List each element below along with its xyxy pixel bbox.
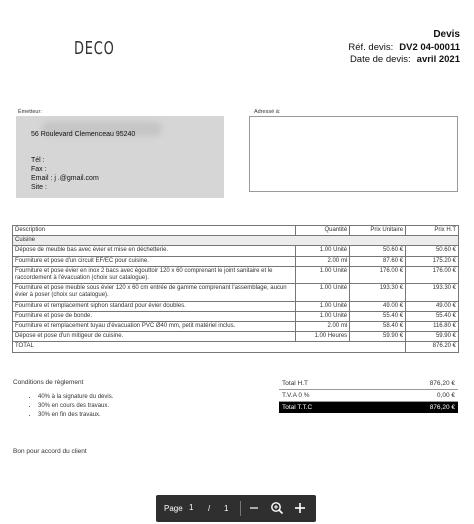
- cell-price-ht: 116.80 €: [406, 322, 459, 332]
- cell-quantity: 1.00 Unité: [296, 266, 350, 283]
- date-value: avril 2021: [416, 54, 460, 65]
- cell-unit-price: 59.90 €: [350, 332, 406, 342]
- cell-price-ht: 193.30 €: [406, 284, 459, 301]
- table-row: [13, 284, 459, 301]
- cell-price-ht: 175.20 €: [406, 256, 459, 266]
- quote-date: [350, 54, 460, 65]
- cell-description: Fourniture et remplacement tuyau d'évacuation PVC Ø40 mm, petit matériel inclus.: [13, 322, 296, 332]
- table-total-value: 876.20 €: [406, 342, 459, 352]
- page-total: 1: [224, 504, 229, 513]
- table-row: [13, 256, 459, 266]
- cell-description: Fourniture et pose évier en inox 2 bacs avec égouttoir 120 x 60 comprenant le joint sanitaire et le raccordement à l'évacuation (choix sur catalogue).: [13, 266, 296, 283]
- cell-unit-price: 193.30 €: [350, 284, 406, 301]
- total-ht-row: [279, 378, 458, 390]
- conditions-title: Conditions de règlement: [13, 379, 84, 386]
- total-ht-label: Total H.T: [282, 380, 309, 387]
- conditions-list: [28, 393, 113, 420]
- table-row: [13, 246, 459, 256]
- col-unit-price: Prix Unitaire: [350, 226, 406, 236]
- table-row: [13, 266, 459, 283]
- zoom-in-button[interactable]: [291, 499, 309, 517]
- emetteur-fax: Fax :: [31, 166, 47, 173]
- col-price-ht: Prix H.T: [406, 226, 459, 236]
- tva-row: [279, 390, 458, 402]
- cell-description: Fourniture et pose de bonde.: [13, 311, 296, 321]
- emetteur-label: Émetteur:: [18, 109, 42, 115]
- cell-quantity: 1.00 Heures: [296, 332, 350, 342]
- cell-description: Fourniture et pose meuble sous évier 120 x 60 cm entrée de gamme comprenant l'assemblage, aucun évier à poser (choix sur catalogue).: [13, 284, 296, 301]
- total-ht-value: 876,20 €: [429, 380, 455, 387]
- cell-quantity: 1.00 Unité: [296, 311, 350, 321]
- quote-reference: [348, 42, 460, 53]
- cell-description: Dépose de meuble bas avec évier et mise en déchetterie.: [13, 246, 296, 256]
- page-number-input[interactable]: 1: [189, 503, 194, 512]
- ref-label: Réf. devis:: [348, 42, 394, 53]
- cell-unit-price: 176.00 €: [350, 266, 406, 283]
- table-row: [13, 322, 459, 332]
- toolbar-divider: [240, 501, 241, 516]
- total-ttc-label: Total T.T.C: [282, 404, 313, 411]
- cell-unit-price: 55.40 €: [350, 311, 406, 321]
- table-total-row: [13, 342, 459, 352]
- condition-item: • 40% à la signature du devis.: [38, 393, 113, 402]
- company-logo: DECO: [74, 38, 115, 59]
- cell-unit-price: 58.40 €: [350, 322, 406, 332]
- table-row: [13, 332, 459, 342]
- page-label: Page: [164, 504, 183, 513]
- date-label: Date de devis:: [349, 54, 411, 65]
- emetteur-email: Email : j .@gmail.com: [31, 175, 99, 182]
- emetteur-site: Site :: [31, 184, 47, 191]
- condition-item: • 30% en cours des travaux.: [38, 402, 113, 411]
- cell-quantity: 2.00 ml: [296, 322, 350, 332]
- page-separator: /: [208, 504, 211, 513]
- table-total-label: TOTAL: [13, 342, 406, 352]
- cell-quantity: 1.00 Unité: [296, 246, 350, 256]
- tva-value: 0,00 €: [436, 392, 455, 399]
- cell-unit-price: 87.60 €: [350, 256, 406, 266]
- cell-unit-price: 50.60 €: [350, 246, 406, 256]
- adresse-box: [249, 116, 458, 192]
- cell-description: Dépose et pose d'un mitigeur de cuisine.: [13, 332, 296, 342]
- table-header-row: [13, 226, 459, 236]
- cell-quantity: 1.00 Unité: [296, 284, 350, 301]
- cell-description: Fourniture et remplacement siphon standard pour évier doubles.: [13, 301, 296, 311]
- zoom-out-icon: [245, 499, 263, 517]
- pdf-viewer-toolbar: [156, 495, 316, 522]
- tva-label: T.V.A 0 %: [282, 392, 310, 399]
- col-description: Description: [13, 226, 296, 236]
- cell-price-ht: 50.60 €: [406, 246, 459, 256]
- col-quantity: Quantité: [296, 226, 350, 236]
- table-row: [13, 311, 459, 321]
- cell-description: Fourniture et pose d'un circuit EF/EC pour cuisine.: [13, 256, 296, 266]
- cell-price-ht: 59.90 €: [406, 332, 459, 342]
- total-ttc-value: 876,20 €: [429, 404, 455, 411]
- emetteur-tel: Tél :: [31, 157, 45, 164]
- items-table: [12, 225, 459, 353]
- section-label: Cuisine: [13, 236, 459, 246]
- emetteur-box: [16, 116, 224, 198]
- section-row: [13, 236, 459, 246]
- client-agreement: Bon pour accord du client: [13, 448, 87, 455]
- cell-price-ht: 49.00 €: [406, 301, 459, 311]
- zoom-fit-button[interactable]: [268, 499, 286, 517]
- table-row: [13, 301, 459, 311]
- condition-item: • 30% en fin des travaux.: [38, 411, 113, 420]
- emetteur-address: 56 Roulevard Clemenceau 95240: [31, 131, 136, 138]
- totals-box: [279, 378, 458, 413]
- adresse-label: Adressé à:: [254, 109, 281, 115]
- cell-unit-price: 49.00 €: [350, 301, 406, 311]
- total-ttc-row: [279, 402, 458, 413]
- cell-price-ht: 176.00 €: [406, 266, 459, 283]
- cell-quantity: 2.00 ml: [296, 256, 350, 266]
- zoom-out-button[interactable]: [245, 499, 263, 517]
- cell-price-ht: 55.40 €: [406, 311, 459, 321]
- cell-quantity: 1.00 Unité: [296, 301, 350, 311]
- ref-value: DV2 04-00011: [399, 42, 460, 53]
- document-type: Devis: [433, 29, 460, 40]
- zoom-fit-icon: [268, 499, 286, 517]
- zoom-in-icon: [291, 499, 309, 517]
